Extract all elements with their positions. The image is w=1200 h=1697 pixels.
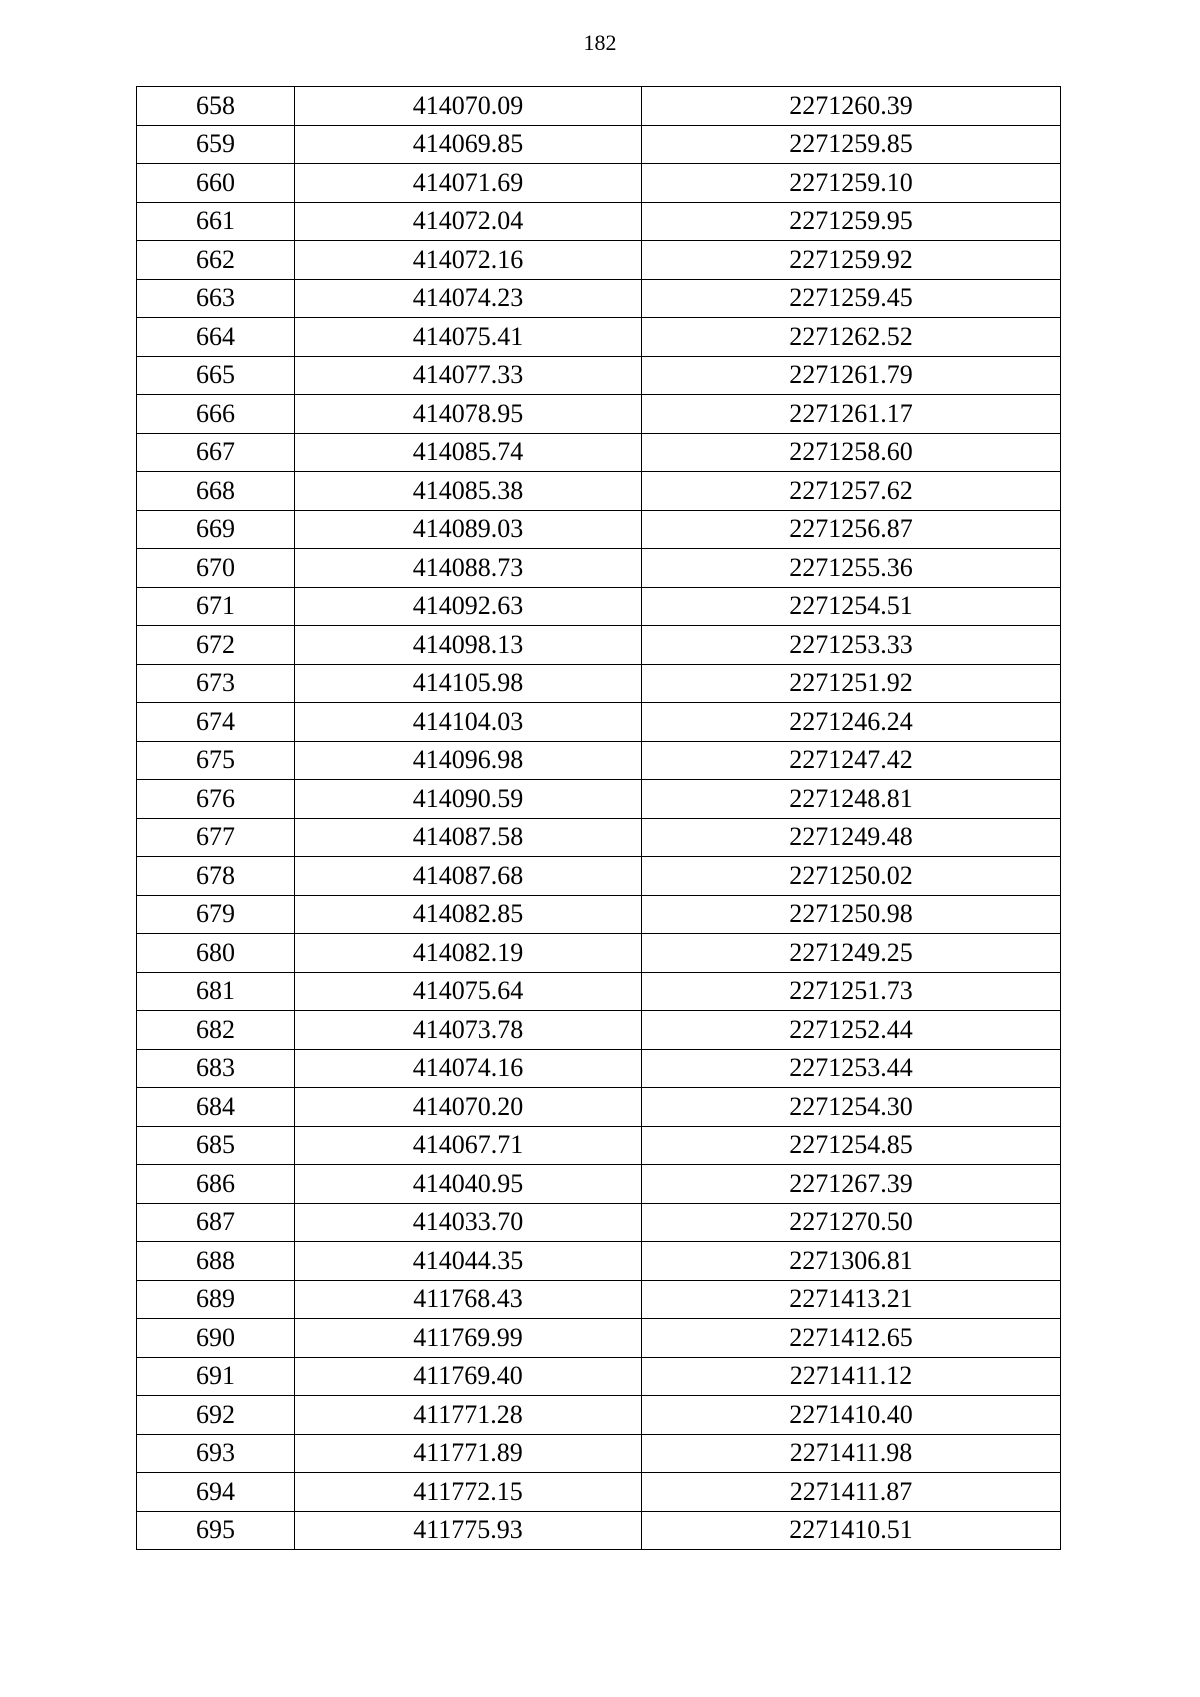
table-row	[137, 1511, 1061, 1550]
table-row	[137, 1242, 1061, 1281]
table-row	[137, 703, 1061, 742]
x-coordinate-cell: 414078.95	[295, 395, 642, 434]
table-row	[137, 1319, 1061, 1358]
point-number-cell: 659	[137, 125, 295, 164]
y-coordinate-cell: 2271306.81	[642, 1242, 1061, 1281]
table-row	[137, 1011, 1061, 1050]
x-coordinate-cell: 414073.78	[295, 1011, 642, 1050]
x-coordinate-cell: 411771.89	[295, 1434, 642, 1473]
y-coordinate-cell: 2271249.25	[642, 934, 1061, 973]
point-number-cell: 687	[137, 1203, 295, 1242]
table-row	[137, 1126, 1061, 1165]
table-row	[137, 1357, 1061, 1396]
x-coordinate-cell: 414070.20	[295, 1088, 642, 1127]
x-coordinate-cell: 414082.19	[295, 934, 642, 973]
y-coordinate-cell: 2271256.87	[642, 510, 1061, 549]
x-coordinate-cell: 414075.64	[295, 972, 642, 1011]
point-number-cell: 665	[137, 356, 295, 395]
x-coordinate-cell: 414105.98	[295, 664, 642, 703]
table-row	[137, 87, 1061, 126]
table-row	[137, 1434, 1061, 1473]
x-coordinate-cell: 414070.09	[295, 87, 642, 126]
y-coordinate-cell: 2271247.42	[642, 741, 1061, 780]
y-coordinate-cell: 2271267.39	[642, 1165, 1061, 1204]
point-number-cell: 682	[137, 1011, 295, 1050]
point-number-cell: 679	[137, 895, 295, 934]
y-coordinate-cell: 2271254.85	[642, 1126, 1061, 1165]
page-number: 182	[583, 30, 617, 55]
y-coordinate-cell: 2271412.65	[642, 1319, 1061, 1358]
x-coordinate-cell: 414090.59	[295, 780, 642, 819]
x-coordinate-cell: 414098.13	[295, 626, 642, 665]
point-number-cell: 658	[137, 87, 295, 126]
point-number-cell: 666	[137, 395, 295, 434]
point-number-cell: 664	[137, 318, 295, 357]
y-coordinate-cell: 2271259.85	[642, 125, 1061, 164]
point-number-cell: 660	[137, 164, 295, 203]
y-coordinate-cell: 2271255.36	[642, 549, 1061, 588]
y-coordinate-cell: 2271251.92	[642, 664, 1061, 703]
table-row	[137, 164, 1061, 203]
point-number-cell: 688	[137, 1242, 295, 1281]
y-coordinate-cell: 2271254.30	[642, 1088, 1061, 1127]
y-coordinate-cell: 2271253.44	[642, 1049, 1061, 1088]
table-row	[137, 664, 1061, 703]
point-number-cell: 670	[137, 549, 295, 588]
y-coordinate-cell: 2271258.60	[642, 433, 1061, 472]
table-row	[137, 780, 1061, 819]
x-coordinate-cell: 414072.16	[295, 241, 642, 280]
y-coordinate-cell: 2271260.39	[642, 87, 1061, 126]
point-number-cell: 678	[137, 857, 295, 896]
point-number-cell: 683	[137, 1049, 295, 1088]
x-coordinate-cell: 414085.38	[295, 472, 642, 511]
x-coordinate-cell: 414082.85	[295, 895, 642, 934]
x-coordinate-cell: 411775.93	[295, 1511, 642, 1550]
y-coordinate-cell: 2271259.45	[642, 279, 1061, 318]
point-number-cell: 661	[137, 202, 295, 241]
x-coordinate-cell: 414096.98	[295, 741, 642, 780]
point-number-cell: 675	[137, 741, 295, 780]
table-row	[137, 626, 1061, 665]
point-number-cell: 662	[137, 241, 295, 280]
y-coordinate-cell: 2271250.02	[642, 857, 1061, 896]
y-coordinate-cell: 2271410.40	[642, 1396, 1061, 1435]
x-coordinate-cell: 414033.70	[295, 1203, 642, 1242]
table-row	[137, 934, 1061, 973]
table-row	[137, 279, 1061, 318]
x-coordinate-cell: 414067.71	[295, 1126, 642, 1165]
point-number-cell: 681	[137, 972, 295, 1011]
y-coordinate-cell: 2271261.79	[642, 356, 1061, 395]
y-coordinate-cell: 2271270.50	[642, 1203, 1061, 1242]
point-number-cell: 689	[137, 1280, 295, 1319]
x-coordinate-cell: 411768.43	[295, 1280, 642, 1319]
table-row	[137, 433, 1061, 472]
point-number-cell: 673	[137, 664, 295, 703]
table-row	[137, 395, 1061, 434]
table-row	[137, 1473, 1061, 1512]
y-coordinate-cell: 2271261.17	[642, 395, 1061, 434]
x-coordinate-cell: 414072.04	[295, 202, 642, 241]
y-coordinate-cell: 2271259.10	[642, 164, 1061, 203]
table-row	[137, 1049, 1061, 1088]
x-coordinate-cell: 411771.28	[295, 1396, 642, 1435]
point-number-cell: 674	[137, 703, 295, 742]
table-row	[137, 510, 1061, 549]
point-number-cell: 672	[137, 626, 295, 665]
y-coordinate-cell: 2271411.87	[642, 1473, 1061, 1512]
x-coordinate-cell: 414087.58	[295, 818, 642, 857]
x-coordinate-cell: 414077.33	[295, 356, 642, 395]
y-coordinate-cell: 2271250.98	[642, 895, 1061, 934]
x-coordinate-cell: 414044.35	[295, 1242, 642, 1281]
point-number-cell: 677	[137, 818, 295, 857]
point-number-cell: 668	[137, 472, 295, 511]
y-coordinate-cell: 2271410.51	[642, 1511, 1061, 1550]
x-coordinate-cell: 414075.41	[295, 318, 642, 357]
x-coordinate-cell: 414104.03	[295, 703, 642, 742]
x-coordinate-cell: 414089.03	[295, 510, 642, 549]
y-coordinate-cell: 2271411.98	[642, 1434, 1061, 1473]
x-coordinate-cell: 414085.74	[295, 433, 642, 472]
x-coordinate-cell: 414074.23	[295, 279, 642, 318]
table-row	[137, 241, 1061, 280]
table-row	[137, 818, 1061, 857]
x-coordinate-cell: 414071.69	[295, 164, 642, 203]
x-coordinate-cell: 414040.95	[295, 1165, 642, 1204]
point-number-cell: 695	[137, 1511, 295, 1550]
table-row	[137, 356, 1061, 395]
x-coordinate-cell: 411769.40	[295, 1357, 642, 1396]
table-row	[137, 972, 1061, 1011]
table-row	[137, 202, 1061, 241]
table-row	[137, 472, 1061, 511]
point-number-cell: 694	[137, 1473, 295, 1512]
y-coordinate-cell: 2271248.81	[642, 780, 1061, 819]
point-number-cell: 693	[137, 1434, 295, 1473]
y-coordinate-cell: 2271413.21	[642, 1280, 1061, 1319]
point-number-cell: 690	[137, 1319, 295, 1358]
table-row	[137, 125, 1061, 164]
point-number-cell: 676	[137, 780, 295, 819]
point-number-cell: 692	[137, 1396, 295, 1435]
coordinates-table	[136, 86, 1061, 1550]
table-row	[137, 1396, 1061, 1435]
table-row	[137, 1203, 1061, 1242]
table-row	[137, 895, 1061, 934]
point-number-cell: 671	[137, 587, 295, 626]
table-row	[137, 549, 1061, 588]
y-coordinate-cell: 2271251.73	[642, 972, 1061, 1011]
x-coordinate-cell: 414088.73	[295, 549, 642, 588]
point-number-cell: 685	[137, 1126, 295, 1165]
x-coordinate-cell: 414074.16	[295, 1049, 642, 1088]
coordinates-table-body	[137, 87, 1061, 1550]
table-row	[137, 1165, 1061, 1204]
y-coordinate-cell: 2271253.33	[642, 626, 1061, 665]
table-row	[137, 857, 1061, 896]
y-coordinate-cell: 2271246.24	[642, 703, 1061, 742]
point-number-cell: 691	[137, 1357, 295, 1396]
point-number-cell: 684	[137, 1088, 295, 1127]
point-number-cell: 663	[137, 279, 295, 318]
x-coordinate-cell: 411772.15	[295, 1473, 642, 1512]
point-number-cell: 667	[137, 433, 295, 472]
table-row	[137, 1280, 1061, 1319]
table-row	[137, 587, 1061, 626]
y-coordinate-cell: 2271411.12	[642, 1357, 1061, 1396]
y-coordinate-cell: 2271252.44	[642, 1011, 1061, 1050]
point-number-cell: 686	[137, 1165, 295, 1204]
y-coordinate-cell: 2271262.52	[642, 318, 1061, 357]
table-row	[137, 318, 1061, 357]
point-number-cell: 680	[137, 934, 295, 973]
y-coordinate-cell: 2271259.95	[642, 202, 1061, 241]
x-coordinate-cell: 411769.99	[295, 1319, 642, 1358]
y-coordinate-cell: 2271249.48	[642, 818, 1061, 857]
table-row	[137, 741, 1061, 780]
y-coordinate-cell: 2271254.51	[642, 587, 1061, 626]
x-coordinate-cell: 414087.68	[295, 857, 642, 896]
x-coordinate-cell: 414069.85	[295, 125, 642, 164]
table-row	[137, 1088, 1061, 1127]
x-coordinate-cell: 414092.63	[295, 587, 642, 626]
y-coordinate-cell: 2271259.92	[642, 241, 1061, 280]
point-number-cell: 669	[137, 510, 295, 549]
y-coordinate-cell: 2271257.62	[642, 472, 1061, 511]
